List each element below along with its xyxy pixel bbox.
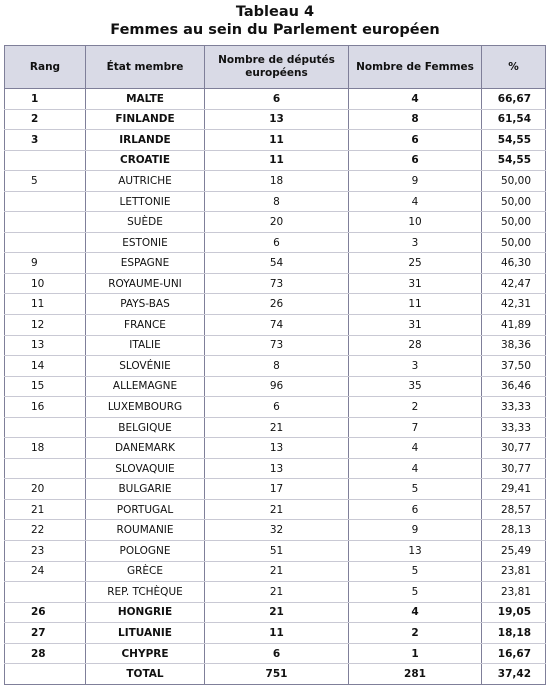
deputes-cell: 21 xyxy=(205,561,349,582)
femmes-cell: 3 xyxy=(349,232,482,253)
deputes-cell: 17 xyxy=(205,479,349,500)
percent-cell: 46,30 xyxy=(482,253,546,274)
table-row xyxy=(5,623,546,644)
state-cell: POLOGNE xyxy=(86,541,205,562)
state-cell: PORTUGAL xyxy=(86,499,205,520)
table-row xyxy=(5,109,546,130)
deputes-cell: 6 xyxy=(205,397,349,418)
rank-cell: 14 xyxy=(5,356,86,377)
femmes-cell: 6 xyxy=(349,130,482,151)
femmes-cell: 8 xyxy=(349,109,482,130)
table-row xyxy=(5,273,546,294)
table-caption xyxy=(0,3,550,39)
percent-cell: 28,57 xyxy=(482,499,546,520)
percent-cell: 50,00 xyxy=(482,212,546,233)
table-row xyxy=(5,315,546,336)
state-cell: CROATIE xyxy=(86,150,205,171)
state-cell: FRANCE xyxy=(86,315,205,336)
state-cell: LITUANIE xyxy=(86,623,205,644)
femmes-cell: 4 xyxy=(349,438,482,459)
rank-cell: 18 xyxy=(5,438,86,459)
table-row xyxy=(5,417,546,438)
percent-cell: 18,18 xyxy=(482,623,546,644)
percent-cell: 23,81 xyxy=(482,561,546,582)
rank-cell xyxy=(5,150,86,171)
percent-cell: 42,31 xyxy=(482,294,546,315)
table-row xyxy=(5,89,546,110)
deputes-cell: 21 xyxy=(205,602,349,623)
percent-cell: 54,55 xyxy=(482,150,546,171)
header-row xyxy=(5,46,546,89)
percent-cell: 28,13 xyxy=(482,520,546,541)
header-nombre-femmes: Nombre de Femmes xyxy=(349,46,482,89)
percent-cell: 50,00 xyxy=(482,232,546,253)
deputes-cell: 11 xyxy=(205,130,349,151)
rank-cell: 12 xyxy=(5,315,86,336)
table-row xyxy=(5,150,546,171)
state-cell: ITALIE xyxy=(86,335,205,356)
state-cell: SUÈDE xyxy=(86,212,205,233)
header-percent: % xyxy=(482,46,546,89)
percent-cell: 29,41 xyxy=(482,479,546,500)
femmes-cell: 4 xyxy=(349,458,482,479)
state-cell: DANEMARK xyxy=(86,438,205,459)
table-row xyxy=(5,582,546,603)
rank-cell: 26 xyxy=(5,602,86,623)
deputes-cell: 21 xyxy=(205,417,349,438)
femmes-cell: 25 xyxy=(349,253,482,274)
rank-cell: 16 xyxy=(5,397,86,418)
total-rank-cell xyxy=(5,664,86,685)
table-title: Femmes au sein du Parlement européen xyxy=(110,22,440,38)
table-body xyxy=(5,89,546,685)
femmes-cell: 35 xyxy=(349,376,482,397)
deputes-cell: 11 xyxy=(205,623,349,644)
total-label: TOTAL xyxy=(86,664,205,685)
rank-cell: 20 xyxy=(5,479,86,500)
deputes-cell: 8 xyxy=(205,191,349,212)
header-nombre-deputes: Nombre de députés européens xyxy=(205,46,349,89)
table-row xyxy=(5,397,546,418)
deputes-cell: 6 xyxy=(205,232,349,253)
femmes-cell: 28 xyxy=(349,335,482,356)
state-cell: LETTONIE xyxy=(86,191,205,212)
rank-cell: 21 xyxy=(5,499,86,520)
femmes-cell: 2 xyxy=(349,623,482,644)
femmes-cell: 13 xyxy=(349,541,482,562)
deputes-cell: 11 xyxy=(205,150,349,171)
percent-cell: 38,36 xyxy=(482,335,546,356)
percent-cell: 50,00 xyxy=(482,171,546,192)
percent-cell: 33,33 xyxy=(482,417,546,438)
state-cell: AUTRICHE xyxy=(86,171,205,192)
rank-cell: 23 xyxy=(5,541,86,562)
femmes-cell: 5 xyxy=(349,561,482,582)
percent-cell: 33,33 xyxy=(482,397,546,418)
percent-cell: 16,67 xyxy=(482,643,546,664)
state-cell: MALTE xyxy=(86,89,205,110)
deputes-cell: 51 xyxy=(205,541,349,562)
rank-cell: 24 xyxy=(5,561,86,582)
rank-cell xyxy=(5,212,86,233)
femmes-cell: 5 xyxy=(349,479,482,500)
state-cell: CHYPRE xyxy=(86,643,205,664)
rank-cell: 13 xyxy=(5,335,86,356)
femmes-cell: 1 xyxy=(349,643,482,664)
state-cell: BELGIQUE xyxy=(86,417,205,438)
femmes-cell: 11 xyxy=(349,294,482,315)
rank-cell: 10 xyxy=(5,273,86,294)
header-etat-membre: État membre xyxy=(86,46,205,89)
femmes-cell: 31 xyxy=(349,273,482,294)
deputes-cell: 73 xyxy=(205,273,349,294)
state-cell: ROUMANIE xyxy=(86,520,205,541)
state-cell: SLOVÉNIE xyxy=(86,356,205,377)
state-cell: LUXEMBOURG xyxy=(86,397,205,418)
femmes-cell: 5 xyxy=(349,582,482,603)
percent-cell: 42,47 xyxy=(482,273,546,294)
state-cell: IRLANDE xyxy=(86,130,205,151)
deputes-cell: 13 xyxy=(205,109,349,130)
deputes-cell: 54 xyxy=(205,253,349,274)
femmes-cell: 6 xyxy=(349,150,482,171)
femmes-cell: 2 xyxy=(349,397,482,418)
femmes-cell: 7 xyxy=(349,417,482,438)
percent-cell: 37,50 xyxy=(482,356,546,377)
percent-cell: 66,67 xyxy=(482,89,546,110)
percent-cell: 41,89 xyxy=(482,315,546,336)
deputes-cell: 13 xyxy=(205,438,349,459)
table-number: Tableau 4 xyxy=(235,4,315,20)
rank-cell: 5 xyxy=(5,171,86,192)
table-row xyxy=(5,232,546,253)
table-row xyxy=(5,191,546,212)
deputes-cell: 6 xyxy=(205,89,349,110)
table-row xyxy=(5,356,546,377)
deputes-cell: 32 xyxy=(205,520,349,541)
total-deputes: 751 xyxy=(205,664,349,685)
state-cell: FINLANDE xyxy=(86,109,205,130)
state-cell: GRÈCE xyxy=(86,561,205,582)
deputes-cell: 21 xyxy=(205,582,349,603)
percent-cell: 23,81 xyxy=(482,582,546,603)
table-row xyxy=(5,438,546,459)
state-cell: SLOVAQUIE xyxy=(86,458,205,479)
state-cell: PAYS-BAS xyxy=(86,294,205,315)
rank-cell xyxy=(5,582,86,603)
state-cell: ROYAUME-UNI xyxy=(86,273,205,294)
deputes-cell: 96 xyxy=(205,376,349,397)
percent-cell: 30,77 xyxy=(482,438,546,459)
table-row xyxy=(5,602,546,623)
total-femmes: 281 xyxy=(349,664,482,685)
rank-cell xyxy=(5,232,86,253)
table-row xyxy=(5,520,546,541)
deputes-cell: 8 xyxy=(205,356,349,377)
deputes-cell: 73 xyxy=(205,335,349,356)
table-row xyxy=(5,499,546,520)
femmes-cell: 10 xyxy=(349,212,482,233)
femmes-cell: 31 xyxy=(349,315,482,336)
femmes-cell: 4 xyxy=(349,89,482,110)
table-row xyxy=(5,479,546,500)
rank-cell: 2 xyxy=(5,109,86,130)
femmes-cell: 9 xyxy=(349,171,482,192)
rank-cell: 27 xyxy=(5,623,86,644)
deputes-cell: 20 xyxy=(205,212,349,233)
femmes-cell: 6 xyxy=(349,499,482,520)
femmes-cell: 3 xyxy=(349,356,482,377)
percent-cell: 50,00 xyxy=(482,191,546,212)
total-row xyxy=(5,664,546,685)
state-cell: REP. TCHÈQUE xyxy=(86,582,205,603)
table-header xyxy=(5,46,546,89)
state-cell: ALLEMAGNE xyxy=(86,376,205,397)
table-row xyxy=(5,294,546,315)
rank-cell: 22 xyxy=(5,520,86,541)
state-cell: HONGRIE xyxy=(86,602,205,623)
table-row xyxy=(5,643,546,664)
rank-cell xyxy=(5,191,86,212)
table-row xyxy=(5,171,546,192)
rank-cell: 15 xyxy=(5,376,86,397)
table-row xyxy=(5,541,546,562)
state-cell: BULGARIE xyxy=(86,479,205,500)
table-row xyxy=(5,130,546,151)
deputes-cell: 6 xyxy=(205,643,349,664)
state-cell: ESTONIE xyxy=(86,232,205,253)
table-row xyxy=(5,458,546,479)
table-row xyxy=(5,376,546,397)
deputes-cell: 21 xyxy=(205,499,349,520)
state-cell: ESPAGNE xyxy=(86,253,205,274)
femmes-cell: 4 xyxy=(349,191,482,212)
total-percent: 37,42 xyxy=(482,664,546,685)
rank-cell: 9 xyxy=(5,253,86,274)
rank-cell xyxy=(5,417,86,438)
deputes-cell: 18 xyxy=(205,171,349,192)
percent-cell: 36,46 xyxy=(482,376,546,397)
rank-cell: 1 xyxy=(5,89,86,110)
femmes-cell: 9 xyxy=(349,520,482,541)
percent-cell: 30,77 xyxy=(482,458,546,479)
deputes-cell: 13 xyxy=(205,458,349,479)
percent-cell: 61,54 xyxy=(482,109,546,130)
women-ep-table xyxy=(4,45,546,685)
table-row xyxy=(5,212,546,233)
rank-cell: 11 xyxy=(5,294,86,315)
deputes-cell: 26 xyxy=(205,294,349,315)
rank-cell xyxy=(5,458,86,479)
table-row xyxy=(5,335,546,356)
rank-cell: 3 xyxy=(5,130,86,151)
header-rang: Rang xyxy=(5,46,86,89)
percent-cell: 54,55 xyxy=(482,130,546,151)
deputes-cell: 74 xyxy=(205,315,349,336)
table-row xyxy=(5,253,546,274)
rank-cell: 28 xyxy=(5,643,86,664)
percent-cell: 19,05 xyxy=(482,602,546,623)
femmes-cell: 4 xyxy=(349,602,482,623)
table-row xyxy=(5,561,546,582)
percent-cell: 25,49 xyxy=(482,541,546,562)
